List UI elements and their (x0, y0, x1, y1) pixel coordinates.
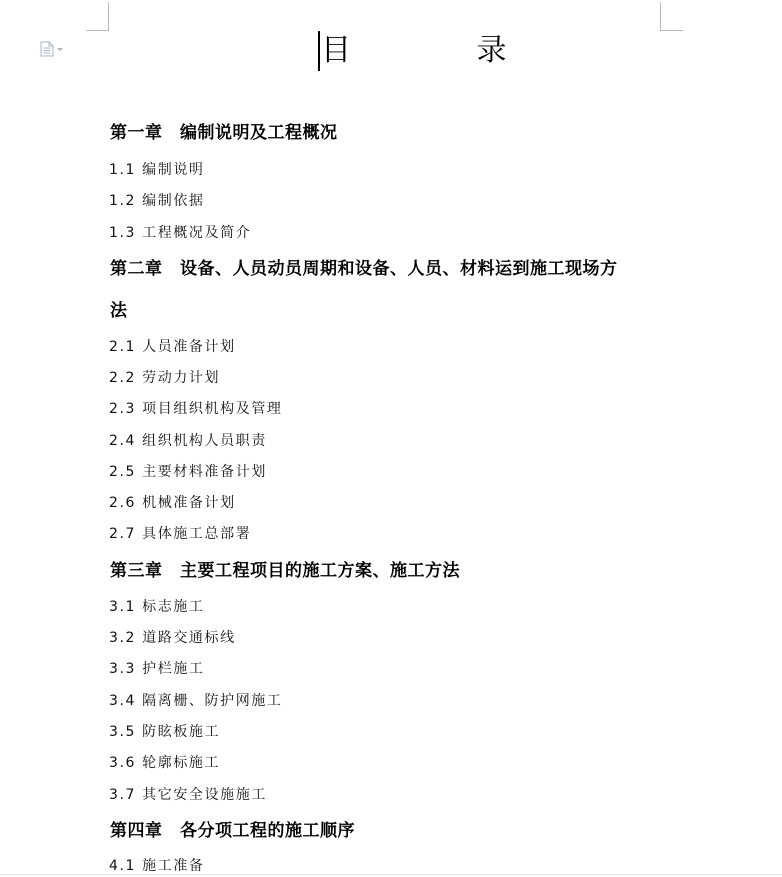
page-divider (0, 874, 782, 875)
toc-item-4-1[interactable]: 4.1 施工准备 (109, 858, 205, 874)
chapter-4-heading[interactable]: 第四章 各分项工程的施工顺序 (110, 821, 355, 841)
toc-item-2-4[interactable]: 2.4 组织机构人员职责 (109, 433, 267, 449)
chapter-1-heading[interactable]: 第一章 编制说明及工程概况 (110, 123, 338, 143)
toc-item-2-6[interactable]: 2.6 机械准备计划 (109, 495, 236, 511)
toc-item-2-7[interactable]: 2.7 具体施工总部署 (109, 526, 252, 542)
toc-item-3-5[interactable]: 3.5 防眩板施工 (109, 724, 221, 740)
page-title: 目 录 (321, 33, 565, 68)
toc-item-1-2[interactable]: 1.2 编制依据 (109, 193, 205, 209)
chapter-2-heading[interactable]: 第二章 设备、人员动员周期和设备、人员、材料运到施工现场方 (110, 259, 618, 279)
toc-item-3-4[interactable]: 3.4 隔离栅、防护网施工 (109, 693, 283, 709)
chapter-3-heading[interactable]: 第三章 主要工程项目的施工方案、施工方法 (110, 561, 460, 581)
toc-item-3-1[interactable]: 3.1 标志施工 (109, 599, 205, 615)
toc-item-1-1[interactable]: 1.1 编制说明 (109, 162, 205, 178)
toc-item-2-2[interactable]: 2.2 劳动力计划 (109, 370, 221, 386)
chapter-2-heading-continued[interactable]: 法 (110, 301, 128, 321)
toc-item-3-6[interactable]: 3.6 轮廓标施工 (109, 755, 221, 771)
toc-item-2-1[interactable]: 2.1 人员准备计划 (109, 339, 236, 355)
toc-item-3-2[interactable]: 3.2 道路交通标线 (109, 630, 236, 646)
toc-item-1-3[interactable]: 1.3 工程概况及简介 (109, 225, 252, 241)
toc-item-3-3[interactable]: 3.3 护栏施工 (109, 661, 205, 677)
toc-item-3-7[interactable]: 3.7 其它安全设施施工 (109, 787, 267, 803)
toc-item-2-3[interactable]: 2.3 项目组织机构及管理 (109, 401, 283, 417)
toc-item-2-5[interactable]: 2.5 主要材料准备计划 (109, 464, 267, 480)
